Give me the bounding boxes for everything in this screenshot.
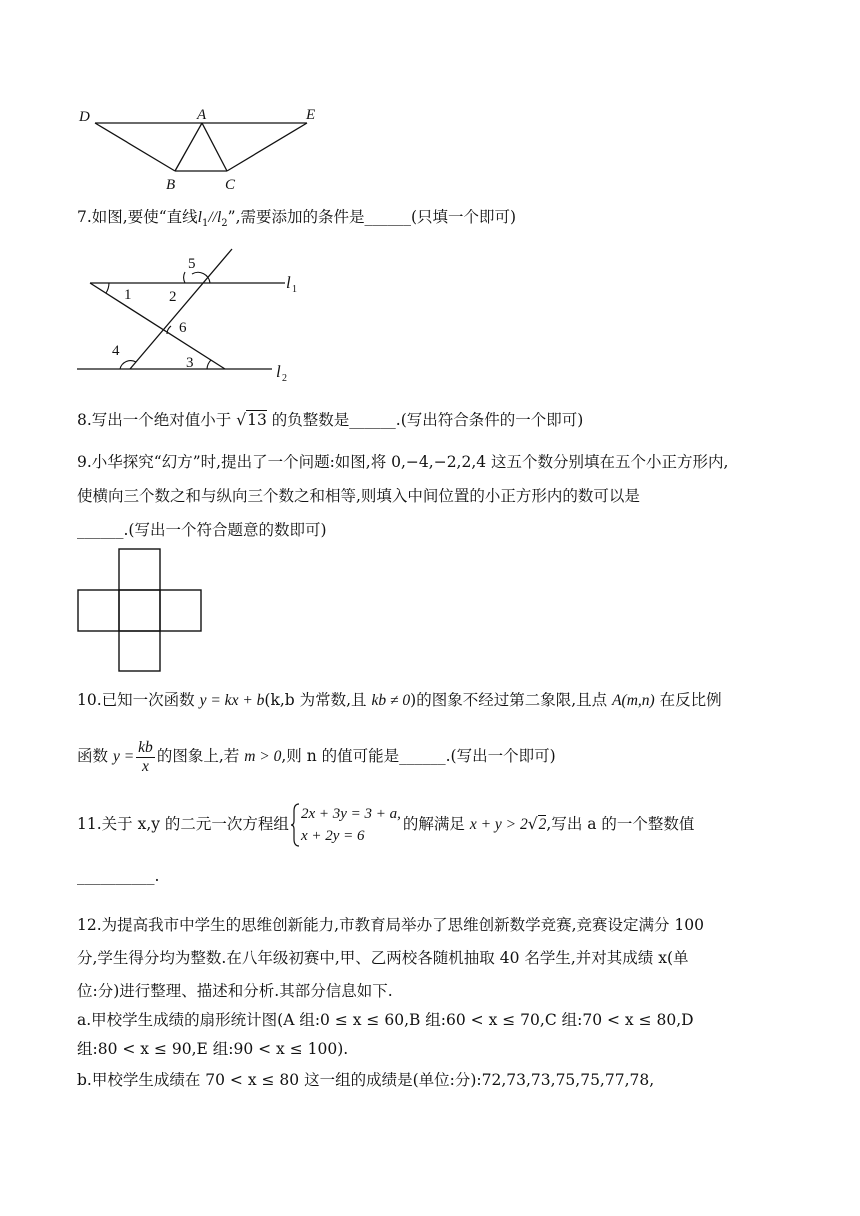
question-12-a-line2: 组:80 < x ≤ 90,E 组:90 < x ≤ 100).	[77, 1040, 349, 1058]
question-12-b-line: b.甲校学生成绩在 70 < x ≤ 80 这一组的成绩是(单位:分):72,73,73,75,75,77,78,	[77, 1071, 655, 1089]
label-c: C	[225, 177, 236, 193]
line-l1-label: l	[286, 273, 291, 292]
equation-system: 2x + 3y = 3 + a, x + 2y = 6	[291, 803, 401, 847]
label-e: E	[306, 107, 316, 123]
magic-square-grid	[77, 548, 203, 672]
question-8: 8.写出一个绝对值小于 √13 的负整数是______.(写出符合条件的一个即可)	[77, 411, 584, 429]
question-7: 7.如图,要使“直线$l_1//l_2$”,需要添加的条件是______(只填一个即可)	[77, 208, 517, 230]
question-12-line3: 位:分)进行整理、描述和分析.其部分信息如下.	[77, 982, 393, 1000]
line-l2-sub: 2	[282, 373, 287, 384]
line-l1-sub: 1	[292, 284, 297, 295]
angle-4-label: 4	[112, 343, 120, 359]
question-10-line2: 函数 y = $\frac{kb}{x}$ 的图象上,若 m > 0,则 n 的值可能是______.(写出一个即可)	[77, 738, 556, 775]
parallel-lines-figure	[72, 246, 302, 386]
question-10-line1: 10.已知一次函数 y = kx + b(k,b 为常数,且 kb ≠ 0)的图象不经过第二象限,且点 A(m,n) 在反比例	[77, 691, 722, 709]
angle-2-label: 2	[169, 289, 177, 305]
question-12-line1: 12.为提高我市中学生的思维创新能力,市教育局举办了思维创新数学竞赛,竞赛设定满分 100	[77, 916, 705, 934]
question-12-line2: 分,学生得分均为整数.在八年级初赛中,甲、乙两校各随机抽取 40 名学生,并对其成绩 x(单	[77, 949, 689, 967]
label-d: D	[79, 109, 90, 125]
angle-1-label: 1	[124, 287, 132, 303]
label-b: B	[166, 177, 176, 193]
angle-5-label: 5	[188, 256, 196, 272]
line-l2-label: l	[276, 362, 281, 381]
triangle-figure	[75, 103, 335, 195]
question-9-line3: ______.(写出一个符合题意的数即可)	[77, 521, 327, 539]
question-9-line1: 9.小华探究“幻方”时,提出了一个问题:如图,将 0,−4,−2,2,4 这五个数分别填在五个小正方形内,	[77, 453, 729, 471]
angle-6-label: 6	[179, 320, 187, 336]
question-11-blank: __________.	[77, 867, 160, 885]
question-11: 11.关于 x,y 的二元一次方程组 2x + 3y = 3 + a, x + 2y = 6 的解满足 x + y > 2√2,写出 a 的一个整数值	[77, 802, 694, 847]
question-12-a-line1: a.甲校学生成绩的扇形统计图(A 组:0 ≤ x ≤ 60,B 组:60 < x ≤ 70,C 组:70 < x ≤ 80,D	[77, 1011, 694, 1029]
question-9-line2: 使横向三个数之和与纵向三个数之和相等,则填入中间位置的小正方形内的数可以是	[77, 487, 640, 505]
angle-3-label: 3	[186, 355, 194, 371]
label-a: A	[197, 107, 207, 123]
